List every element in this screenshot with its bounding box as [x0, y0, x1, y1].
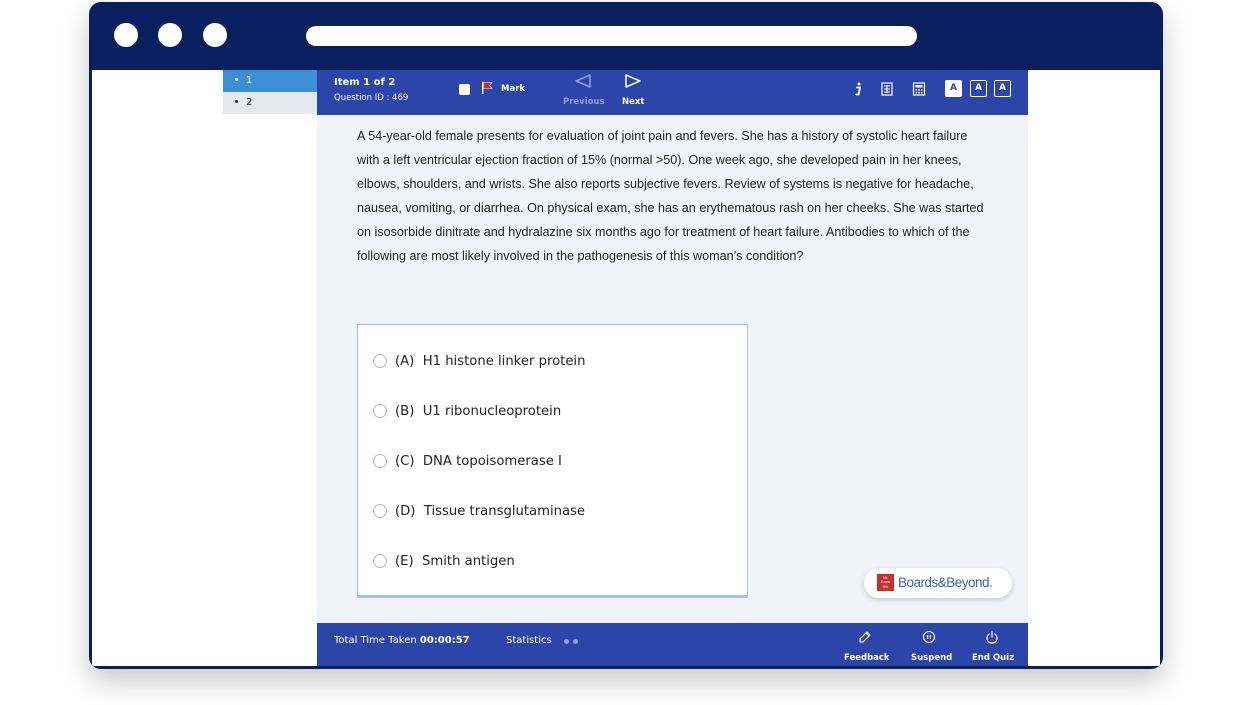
font-size-large-button[interactable]: A — [994, 80, 1011, 97]
bullet-icon — [235, 100, 238, 103]
window-dot-1[interactable] — [114, 23, 138, 47]
nav-item-label: 2 — [246, 97, 253, 108]
mcgraw-hill-logo-icon: Mc Graw Hill — [877, 574, 894, 591]
answer-letter: (E) — [395, 553, 414, 569]
answer-letter: (D) — [395, 503, 416, 519]
boards-and-beyond-logo — [864, 568, 1012, 598]
question-panel — [317, 70, 1028, 666]
previous-button[interactable]: Previous — [563, 97, 605, 107]
window-dot-2[interactable] — [158, 23, 182, 47]
answer-text: Tissue transglutaminase — [423, 503, 586, 519]
suspend-icon[interactable] — [922, 630, 936, 644]
answer-option-c[interactable] — [373, 451, 562, 471]
radio-button[interactable] — [373, 404, 387, 418]
question-stem: A 54-year-old female presents for evaluation of joint pain and fevers. She has a history of systolic heart failure with a left ventricular ejection fraction of 15% (normal >50). One week ago, she developed pain in her knees, elbows, shoulders, and wrists. She also reports subjective fevers. Review of systems is negative for headache, nausea, vomiting, or diarrhea. On physical exam, she has an erythematous rash on her cheeks. She was started on isosorbide dinitrate and hydralazine six months ago for treatment of heart failure. Antibodies to which of the following are most likely involved in the pathogenesis of this woman’s condition? — [357, 129, 984, 263]
font-size-small-button[interactable]: A — [945, 80, 962, 97]
statistics-dot — [573, 639, 578, 644]
mark-label[interactable]: Mark — [501, 84, 526, 94]
answer-option-d[interactable] — [373, 501, 585, 521]
info-icon[interactable] — [850, 81, 866, 97]
answer-letter: (C) — [395, 453, 415, 469]
answer-text: Smith antigen — [422, 553, 515, 569]
answer-letter: (B) — [395, 403, 415, 419]
item-counter: Item 1 of 2 — [334, 77, 396, 88]
answer-letter: (A) — [395, 353, 415, 369]
question-id: Question ID : 469 — [334, 93, 409, 103]
answer-option-a[interactable] — [373, 351, 585, 371]
time-taken — [334, 635, 470, 646]
radio-button[interactable] — [373, 354, 387, 368]
radio-button[interactable] — [373, 504, 387, 518]
window-titlebar — [89, 2, 1163, 70]
bullet-icon — [235, 78, 238, 81]
window-dot-3[interactable] — [203, 23, 227, 47]
statistics-dot — [564, 639, 569, 644]
quiz-footer — [317, 623, 1028, 666]
answer-option-b[interactable] — [373, 401, 561, 421]
suspend-button[interactable]: Suspend — [911, 653, 953, 663]
nav-item-1[interactable] — [223, 70, 318, 92]
answer-choices — [357, 324, 748, 598]
next-button[interactable]: Next — [622, 97, 645, 107]
question-toolbar — [317, 70, 1028, 115]
radio-button[interactable] — [373, 554, 387, 568]
nav-item-2[interactable] — [223, 92, 318, 114]
answer-text: H1 histone linker protein — [422, 353, 586, 369]
feedback-icon[interactable] — [858, 630, 872, 644]
font-size-medium-button[interactable]: A — [970, 80, 987, 97]
address-bar[interactable] — [306, 26, 917, 46]
statistics-label[interactable]: Statistics — [506, 635, 552, 646]
previous-arrow-icon[interactable] — [573, 73, 593, 89]
power-icon[interactable] — [985, 630, 999, 644]
answer-text: U1 ribonucleoprotein — [422, 403, 562, 419]
time-taken-label: Total Time Taken — [334, 635, 417, 646]
feedback-button[interactable]: Feedback — [844, 653, 890, 663]
lab-values-icon[interactable] — [879, 81, 895, 97]
radio-button[interactable] — [373, 454, 387, 468]
browser-window — [89, 2, 1163, 669]
calculator-icon[interactable] — [911, 81, 927, 97]
app-content — [92, 70, 1160, 666]
nav-item-label: 1 — [246, 75, 253, 86]
time-taken-value: 00:00:57 — [419, 635, 470, 646]
end-quiz-button[interactable]: End Quiz — [972, 653, 1015, 663]
mark-checkbox[interactable] — [459, 84, 470, 95]
question-nav — [223, 70, 318, 114]
next-arrow-icon[interactable] — [623, 73, 643, 89]
logo-brand-text: Boards&Beyond. — [898, 575, 993, 590]
answer-option-e[interactable] — [373, 551, 515, 571]
answer-text: DNA topoisomerase I — [422, 453, 562, 469]
flag-icon — [480, 81, 494, 95]
